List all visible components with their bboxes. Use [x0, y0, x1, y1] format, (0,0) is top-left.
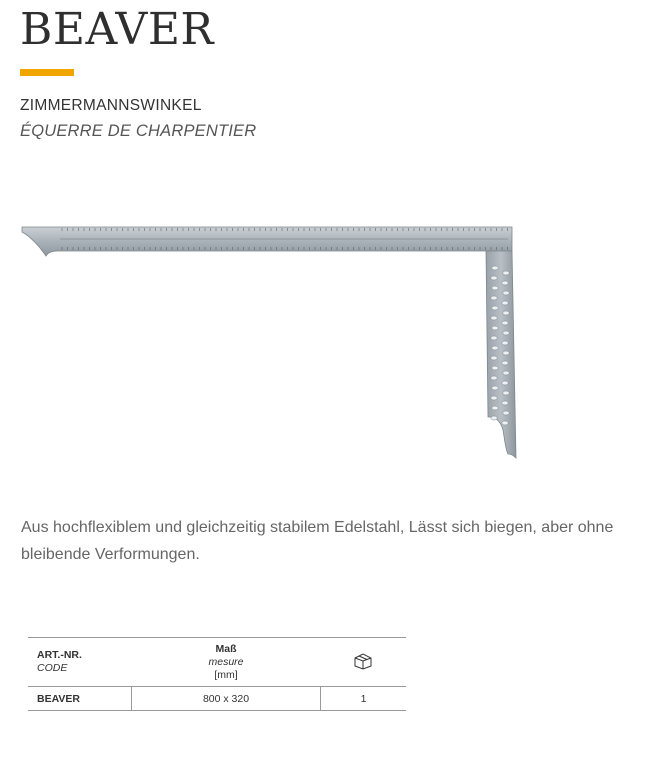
cell-code: BEAVER	[37, 692, 80, 705]
cell-size: 800 x 320	[132, 687, 321, 711]
page-title: BEAVER	[20, 4, 215, 55]
blade-horizontal	[22, 227, 512, 256]
product-description: Aus hochflexiblem und gleichzeitig stabilem Edelstahl, Lässt sich biegen, aber ohne bleibende Verformungen.	[21, 519, 614, 563]
accent-bar	[20, 69, 74, 76]
table-row	[28, 687, 406, 711]
carpenter-square-icon	[20, 222, 520, 462]
header-mesure-label: mesure	[208, 655, 244, 668]
header-mass-label: Maß	[215, 642, 237, 655]
header-code-label: CODE	[37, 662, 68, 674]
spec-table	[28, 637, 406, 711]
header-art-nr-label: ART.-NR.	[37, 649, 82, 661]
header-unit-label: [mm]	[214, 668, 238, 681]
table-header-row	[28, 638, 406, 687]
subtitle-german: ZIMMERMANNSWINKEL	[20, 97, 202, 114]
header-art-nr	[28, 638, 132, 687]
header-mass	[132, 638, 321, 687]
header-pack	[321, 638, 407, 687]
blade-vertical	[486, 251, 516, 458]
subtitle-french: ÉQUERRE DE CHARPENTIER	[20, 122, 257, 140]
cell-qty: 1	[321, 687, 407, 711]
package-box-icon	[352, 652, 374, 670]
